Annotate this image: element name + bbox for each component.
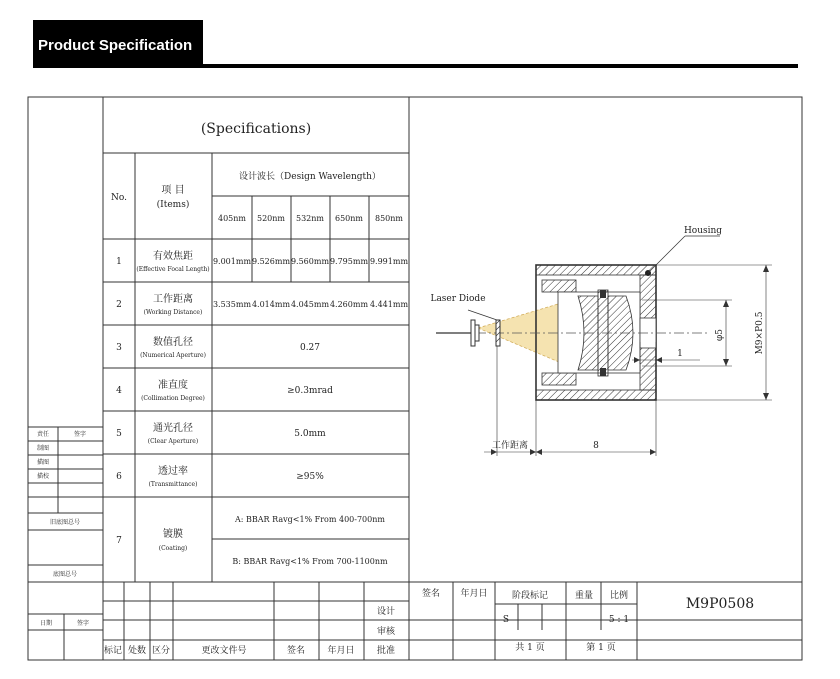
row-label-en: (Effective Focal Length) (136, 266, 210, 273)
margin-base-no: 底图总号 (52, 571, 78, 578)
wavelength-532: 532nm (295, 214, 325, 223)
tb-design: 设计 (376, 607, 396, 617)
row-no: 4 (116, 386, 122, 396)
value-cell: 9.795mm (329, 257, 369, 266)
row-label-en: (Coating) (158, 545, 188, 552)
tb-change-doc: 更改文件号 (201, 646, 247, 656)
laser-diode-leader (468, 310, 497, 320)
wavelength-850: 850nm (374, 214, 404, 223)
spec-row-collimation (116, 378, 333, 402)
margin-drafting: 制图 (36, 445, 50, 452)
margin-signature2: 签字 (76, 620, 90, 627)
length-8-label: 8 (593, 441, 599, 451)
page-title: Product Specification (38, 37, 193, 54)
housing-wall-top (536, 265, 656, 275)
row-label-cn: 镀膜 (163, 529, 183, 540)
wavelength-405: 405nm (217, 214, 247, 223)
margin-responsibility: 责任 (36, 431, 50, 438)
col-items-cn: 项 目 (161, 185, 185, 196)
retainer-bottom (542, 373, 576, 385)
row-no: 1 (116, 257, 122, 267)
value-cell: 9.001mm (212, 257, 252, 266)
value-cell: 3.535mm (212, 300, 252, 309)
laser-diode-label: Laser Diode (430, 294, 486, 304)
row-label-en: (Collimation Degree) (141, 395, 205, 402)
tb-scale-value: 5 : 1 (608, 615, 630, 625)
arrow-head (656, 357, 662, 363)
row-label-en: (Working Distance) (143, 309, 203, 316)
spec-row-working-distance (116, 292, 408, 316)
tb-approve: 批准 (376, 646, 396, 656)
tb-mark: 标记 (103, 646, 123, 656)
arrow-head (763, 265, 769, 272)
tb-sign: 签名 (286, 646, 306, 656)
spec-row-numerical-aperture (116, 335, 320, 359)
wavelength-650: 650nm (334, 214, 364, 223)
row-label-cn: 数值孔径 (153, 337, 193, 348)
title-block-labels (104, 587, 754, 656)
spec-row-efl (116, 249, 408, 273)
tb-scale: 比例 (609, 591, 629, 601)
row-label-en: (Clear Aperture) (147, 438, 199, 445)
spec-row-transmittance (116, 464, 324, 488)
value-cell: 5.0mm (294, 429, 326, 439)
margin-checking: 描校 (36, 473, 50, 480)
diode-can (475, 325, 479, 341)
tb-weight: 重量 (574, 591, 594, 601)
row-label-en: (Transmittance) (148, 481, 198, 488)
coating-b: B: BBAR Ravg<1% From 700-1100nm (232, 557, 388, 566)
spec-row-clear-aperture (116, 421, 326, 445)
arrow-head (530, 449, 536, 455)
value-cell: 4.260mm (329, 300, 369, 309)
margin-signature: 签字 (73, 431, 87, 438)
spec-table-title: (Specifications) (200, 121, 312, 137)
housing-wall-bottom (536, 390, 656, 400)
value-cell: ≥95% (296, 472, 324, 482)
drawing-frame (28, 97, 802, 660)
arrow-head (650, 449, 656, 455)
row-label-cn: 通光孔径 (153, 423, 193, 434)
tb-total-pages: 共 1 页 (515, 643, 545, 653)
value-cell: 9.991mm (369, 257, 409, 266)
design-wavelength-header: 设计波长（Design Wavelength） (239, 172, 381, 182)
margin-tracing: 描图 (36, 459, 50, 466)
row-no: 6 (116, 472, 122, 482)
working-distance-label: 工作距离 (491, 441, 529, 451)
retainer-top (542, 280, 576, 292)
row-no: 5 (116, 429, 122, 439)
spacer-block (600, 368, 606, 376)
row-no: 2 (116, 300, 122, 310)
diode-flange (471, 320, 475, 346)
tb-stage-value: S (502, 615, 510, 625)
value-cell: 4.441mm (369, 300, 409, 309)
value-cell: 4.014mm (251, 300, 291, 309)
dim1-label: 1 (677, 349, 683, 359)
value-cell: 0.27 (299, 343, 321, 353)
arrow-head (763, 393, 769, 400)
row-label-cn: 准直度 (158, 380, 188, 391)
wavelength-headers (218, 214, 403, 223)
row-no: 7 (116, 536, 122, 546)
margin-date: 日期 (39, 620, 53, 627)
tb-zone: 区分 (151, 646, 171, 656)
tb-date2: 年月日 (460, 589, 488, 599)
value-cell: 9.560mm (290, 257, 330, 266)
tb-page-no: 第 1 页 (586, 643, 616, 653)
value-cell: 4.045mm (290, 300, 330, 309)
tb-sign2: 签名 (421, 589, 441, 599)
collimator-cross-section (430, 226, 772, 456)
row-label-cn: 有效焦距 (153, 251, 193, 262)
housing-label: Housing (683, 226, 723, 236)
col-no-header: No. (111, 193, 127, 203)
tb-stage-mark: 阶段标记 (511, 591, 549, 601)
phi5-label: φ5 (715, 328, 725, 342)
tb-part-no: M9P0508 (685, 596, 755, 612)
arrow-head (723, 300, 729, 307)
value-cell: 9.526mm (251, 257, 291, 266)
spec-row-coating (116, 515, 388, 566)
arrow-head (723, 359, 729, 366)
row-label-cn: 透过率 (158, 466, 188, 477)
coating-a: A: BBAR Ravg<1% From 400-700nm (235, 515, 385, 524)
wavelength-520: 520nm (256, 214, 286, 223)
margin-old-base-no: 旧底图总号 (49, 519, 81, 526)
spacer-block (600, 290, 606, 298)
row-label-en: (Numerical Aperture) (140, 352, 206, 359)
row-label-cn: 工作距离 (153, 294, 193, 305)
col-items-en: (Items) (156, 200, 190, 210)
housing-leader (648, 236, 685, 273)
value-cell: ≥0.3mrad (287, 386, 333, 396)
tb-count: 处数 (127, 646, 147, 656)
tb-date: 年月日 (327, 646, 355, 656)
thread-label: M9×P0.5 (755, 311, 765, 355)
arrow-head (536, 449, 542, 455)
tb-review: 审核 (376, 627, 396, 637)
row-no: 3 (116, 343, 122, 353)
